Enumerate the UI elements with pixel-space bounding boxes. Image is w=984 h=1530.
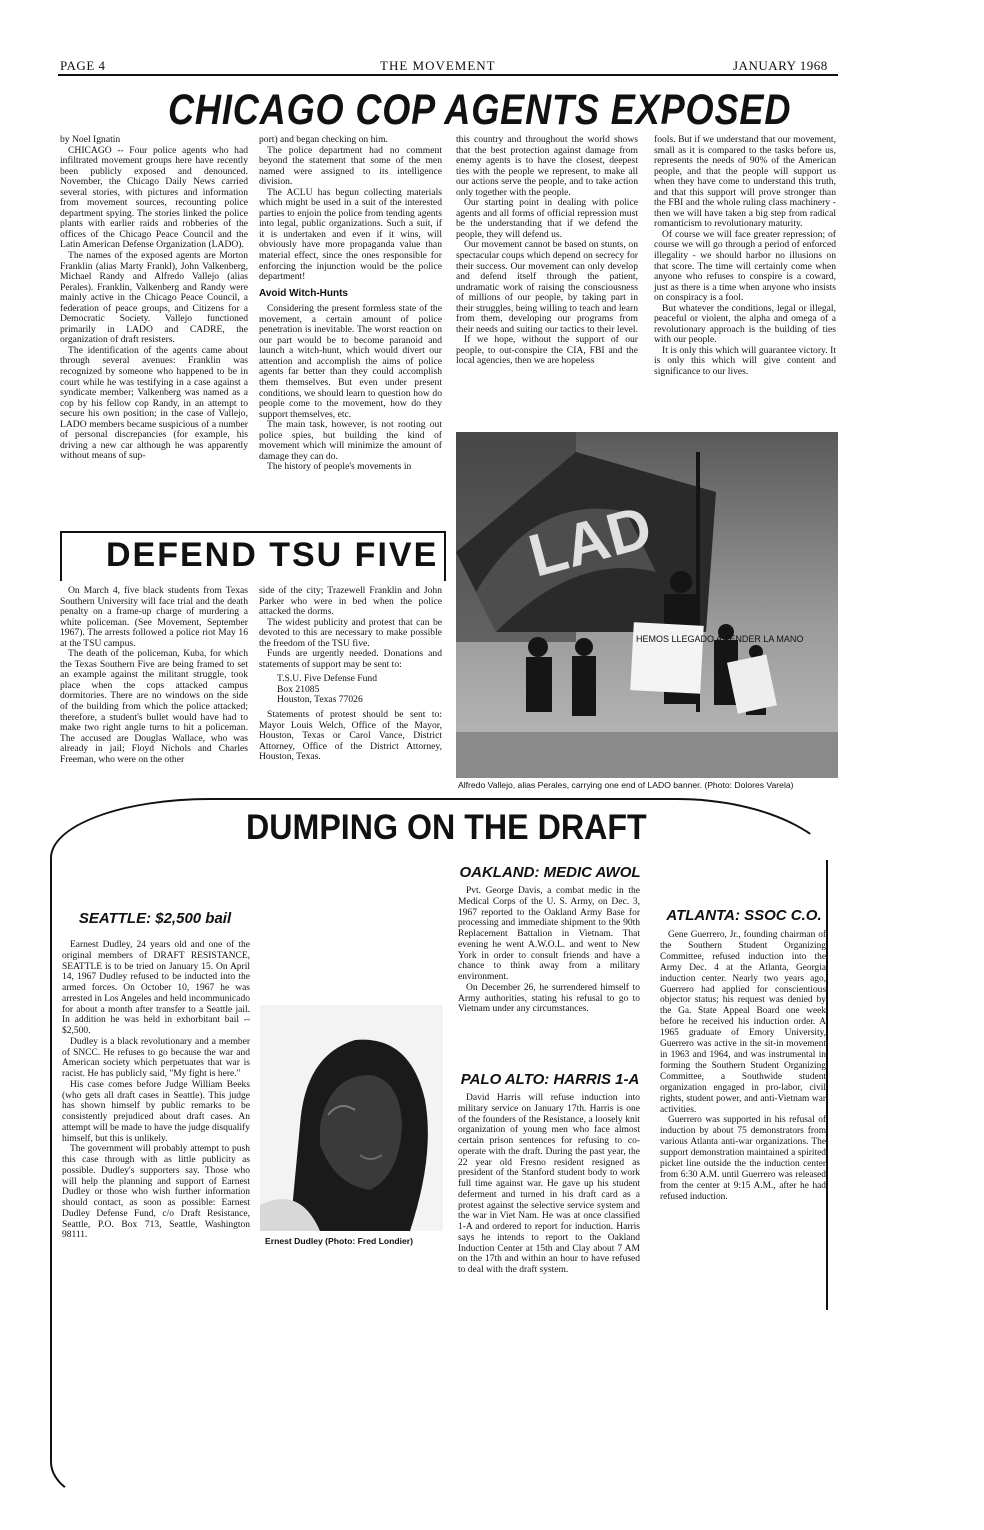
paragraph: The death of the policeman, Kuba, for which the Texas Southern Five are being framed to set an example against the militant struggle, took place when the cops attacked campus dormitories. There are no windows on the side of the building from which the police attacked; therefore, a student's bullet would have had to make two right angle turns to hit a policeman. The accused are Douglas Wallace, who was already in jail; Floyd Nichols and Charles Freeman, who were on the other <box>60 648 248 765</box>
tsu-column-1 <box>60 586 248 765</box>
issue-date: JANUARY 1968 <box>733 58 828 73</box>
address-block <box>277 674 442 706</box>
address-line: Houston, Texas 77026 <box>277 694 363 706</box>
ernest-dudley-photo <box>260 1005 443 1231</box>
oakland-column <box>458 886 640 1015</box>
paragraph: this country and throughout the world shows that the best protection against damage from enemy agents is to have the closest, deepest ties with the people we represent, to make all our actions serve the people, and to take action only together with the people. <box>456 134 638 198</box>
svg-text:LAD: LAD <box>522 492 659 590</box>
paloalto-title: PALO ALTO: HARRIS 1-A <box>460 1071 640 1088</box>
atlanta-column <box>660 930 826 1203</box>
paragraph: The main task, however, is not rooting out police spies, but building the kind of movement which will minimize the amount of damage they can do. <box>259 419 442 462</box>
paragraph: Our starting point in dealing with police agents and all forms of official repression must be the understanding that if we defend the people, they will defend us. <box>456 197 638 240</box>
headline-chicago: CHICAGO COP AGENTS EXPOSED <box>168 86 792 134</box>
paragraph: David Harris will refuse induction into military service on January 17th. Harris is one of the founders of the Resistance, a loosely knit organization of young men who face almost certain prison sentences for refusing to co-operate with the draft. During the past year, the 22 year old Fresno resident resigned as president of the Stanford student body to work full time against war. He gave up his student deferment and turned in his draft card as a protest against the selective service system and the war in Viet Nam. He was at once classified 1-A and ordered to report for induction. Harris says he intends to report to the Oakland Induction Center at 15th and Clay about 7 AM on the 17th and within an hour to have refused to deal with the draft system. <box>458 1093 640 1275</box>
lado-banner-photo <box>456 432 838 778</box>
dudley-photo-drawing <box>260 1005 443 1231</box>
paragraph: Funds are urgently needed. Donations and statements of support may be sent to: <box>259 648 442 670</box>
masthead-rule <box>58 74 838 76</box>
chicago-column-4 <box>654 135 836 378</box>
address-line: Box 21085 <box>277 683 320 695</box>
paragraph: Dudley is a black revolutionary and a member of SNCC. He refuses to go because the war and American society which perpetuates that war is racist. He has publicly said, "My fight is here." <box>62 1036 250 1079</box>
atlanta-title: ATLANTA: SSOC C.O. <box>666 907 822 924</box>
byline: by Noel Ignatin <box>60 134 121 145</box>
paragraph: The identification of the agents came about through several avenues: Franklin was recognized by someone who happened to be in court while he was testifying in a case against a syndicate member; Valkenberg was named as a cop by his fellow cop Randy, in an attempt to secure his own position; in the case of Vallejo, LADO members became suspicious of a number of personal discrepancies (for example, his driving a new car although he was apparently without means of sup- <box>60 344 248 462</box>
paragraph: The ACLU has begun collecting materials which might be used in a suit of the interested parties to enjoin the police from tending agents into legal, public organizations. Such a suit, if it is undertaken and even if it wins, will obviously have more propaganda value than material effect, since the ones responsible for enforcing the injunction would be the police department! <box>259 186 442 283</box>
page-number: PAGE 4 <box>60 58 106 73</box>
tsu-column-2 <box>259 586 442 763</box>
paloalto-column <box>458 1093 640 1276</box>
newspaper-name: THE MOVEMENT <box>380 58 496 73</box>
paragraph: side of the city; Trazewell Franklin and John Parker who were in bed when the police attacked the dorms. <box>259 585 442 618</box>
paragraph: CHICAGO -- Four police agents who had infiltrated movement groups here have recently been publicly exposed and denounced. November, the Chicago Daily News carried several stories, with pictures and information from movement sources, recounting police department spying. The stories linked the police plants with earlier raids and robberies of the offices of the Chicago Peace Council and the Latin American Defense Organization (LADO). <box>60 144 248 251</box>
paragraph: Of course we will face greater repression; of course we will go through a period of enforced illegality - we should harbor no illusions on that score. The time will certainly come when anyone who refuses to conspire is a coward, just as there is a time when anyone who insists on conspiracy is a fool. <box>654 228 836 304</box>
protest-sign-text: HEMOS LLEGADO A TENDER LA MANO <box>636 634 804 644</box>
paragraph: The police department had no comment beyond the statement that some of the men named were assigned to its intelligence division. <box>259 144 442 188</box>
paragraph: Considering the present formless state of the movement, a certain amount of police penetration is inevitable. The worst reaction on our part would be to become paranoid and launch a witch-hunt, which would divert our attention and accomplish the aims of police agents far better than they could accomplish them themselves. But even under present conditions, we should learn to question how do people come to the movement, how do they support themselves, etc. <box>259 303 442 420</box>
paragraph: port) and began checking on him. <box>259 134 388 145</box>
chicago-column-2 <box>259 135 442 473</box>
paragraph: His case comes before Judge William Beeks (who gets all draft cases in Seattle). This judge has shown himself by public remarks to be consistently prejudiced about draft cases. An attempt will be made to have the judge disqualify himself, but this is unlikely. <box>62 1079 250 1144</box>
chicago-column-3 <box>456 135 638 367</box>
address-line: T.S.U. Five Defense Fund <box>277 673 378 685</box>
paragraph: On March 4, five black students from Texas Southern University will face trial and the death penalty on a frame-up charge of murdering a white policeman. (See Movement, September 1967). The arrests followed a police riot May 16 at the TSU campus. <box>60 585 248 649</box>
paragraph: The names of the exposed agents are Morton Franklin (alias Marty Frankl), John Valkenberg, Michael Randy and Alfredo Vallejo (alias Perales). Franklin, Valkenberg and Randy were mainly active in the Chicago Peace Council, a federation of peace groups, and Citizens for a Democratic Society. Vallejo functioned primarily in LADO and CADRE, the organization of draft resisters. <box>60 250 248 346</box>
paragraph: Our movement cannot be based on stunts, on spectacular coups which depend on secrecy for their success. Our movement can only develop and defend itself through the patient, undramatic work of raising the consciousness of millions of our people, by taking part in their struggles, being willing to teach and learn from them, developing our programs from their needs and suiting our tactics to their level. <box>456 239 638 335</box>
paragraph: Gene Guerrero, Jr., founding chairman of the Southern Student Organizing Committee, refused induction into the Army Dec. 4 at the Atlanta, Georgia induction center. Nearly two years ago, Guerrero had applied for conscientious objector status; his request was denied by the Ga. State Appeal Board one week before he received his induction order. A 1965 graduate of Emory University, Guerrero was active in the sit-in movement in 1963 and 1964, and was instrumental in forming the Southern Student Organizing Committee, a Southwide student organization engaged in pro-labor, civil rights, student power, and anti-Vietnam war activities. <box>660 930 826 1115</box>
lado-photo-drawing <box>456 432 838 778</box>
paragraph: The widest publicity and protest that can be devoted to this are necessary to make possible the freedom of the TSU five. <box>259 616 442 649</box>
subhead-avoid-witch-hunts: Avoid Witch-Hunts <box>259 287 348 299</box>
seattle-title: SEATTLE: $2,500 bail <box>78 910 232 927</box>
headline-draft: DUMPING ON THE DRAFT <box>246 808 647 847</box>
chicago-column-1 <box>60 135 248 462</box>
seattle-column <box>62 940 250 1241</box>
paragraph: But whatever the conditions, legal or illegal, peaceful or violent, the alpha and omega of a revolutionary approach is the building of ties with our people. <box>654 302 836 346</box>
draft-section-right-border <box>826 860 828 1310</box>
paragraph: Earnest Dudley, 24 years old and one of the original members of DRAFT RESISTANCE, SEATTLE is to be tried on January 15. On April 14, 1967 Dudley refused to be inducted into the armed forces. On October 10, 1967 he was arrested in Los Angeles and held incommunicado for about a month after transfer to a Seattle jail. In addition he was held in exhorbitant bail -- $2,500. <box>62 940 250 1036</box>
paragraph: It is only this which will guarantee victory. It is only this which will give content and significance to our lives. <box>654 344 836 378</box>
lado-photo-caption: Alfredo Vallejo, alias Perales, carrying one end of LADO banner. (Photo: Dolores Varela) <box>458 780 794 790</box>
paragraph: Guerrero was supported in his refusal of induction by about 75 demonstrators from various Atlanta anti-war organizations. The support demonstration maintained a spirited picket line outside the the induction center from 6:30 A.M. until Guerrero was released from the center at 9:15 A.M., after he had refused induction. <box>660 1115 826 1202</box>
headline-tsu: DEFEND TSU FIVE <box>106 536 439 574</box>
oakland-title: OAKLAND: MEDIC AWOL <box>459 864 641 881</box>
paragraph: fools. But if we understand that our movement, small as it is compared to the tasks before us, represents the needs of 90% of the American people, and that the people will support us when they have come to understand this truth, and that this support will prove stronger than the FBI and the whole ruling class machinery - then we will have taken a big step from radical romanticism to revolutionary maturity. <box>654 134 836 230</box>
paragraph: If we hope, without the support of our people, to out-conspire the CIA, FBI and the local agencies, then we are hopeless <box>456 334 638 367</box>
paragraph: Statements of protest should be sent to: Mayor Louis Welch, Office of the Mayor, Houston, Texas or Carol Vance, District Attorney, Office of the District Attorney, Houston, Texas. <box>259 709 442 763</box>
paragraph: The government will probably attempt to push this case through with as little publicity as possible. Dudley's supporters say. Those who will help the planning and support of Earnest Dudley or those who wish further information should contact, as soon as possible: Earnest Dudley Defense Fund, c/o Draft Resistance, Seattle, P.O. Box 713, Seattle, Washington 98111. <box>62 1144 250 1241</box>
paragraph: The history of people's movements in <box>267 461 412 473</box>
paragraph: On December 26, he surrendered himself to Army authorities, stating his refusal to go to Vietnam under any circumstances. <box>458 982 640 1015</box>
paragraph: Pvt. George Davis, a combat medic in the Medical Corps of the U. S. Army, on Dec. 3, 1967 reported to the Oakland Army Base for processing and immediate shipment to the 90th Replacement Battalion in Vietnam. That evening he went A.W.O.L. and went to New York in order to consult friends and have a chance to think away from a military environment. <box>458 886 640 982</box>
dudley-photo-caption: Ernest Dudley (Photo: Fred Londier) <box>265 1236 414 1246</box>
